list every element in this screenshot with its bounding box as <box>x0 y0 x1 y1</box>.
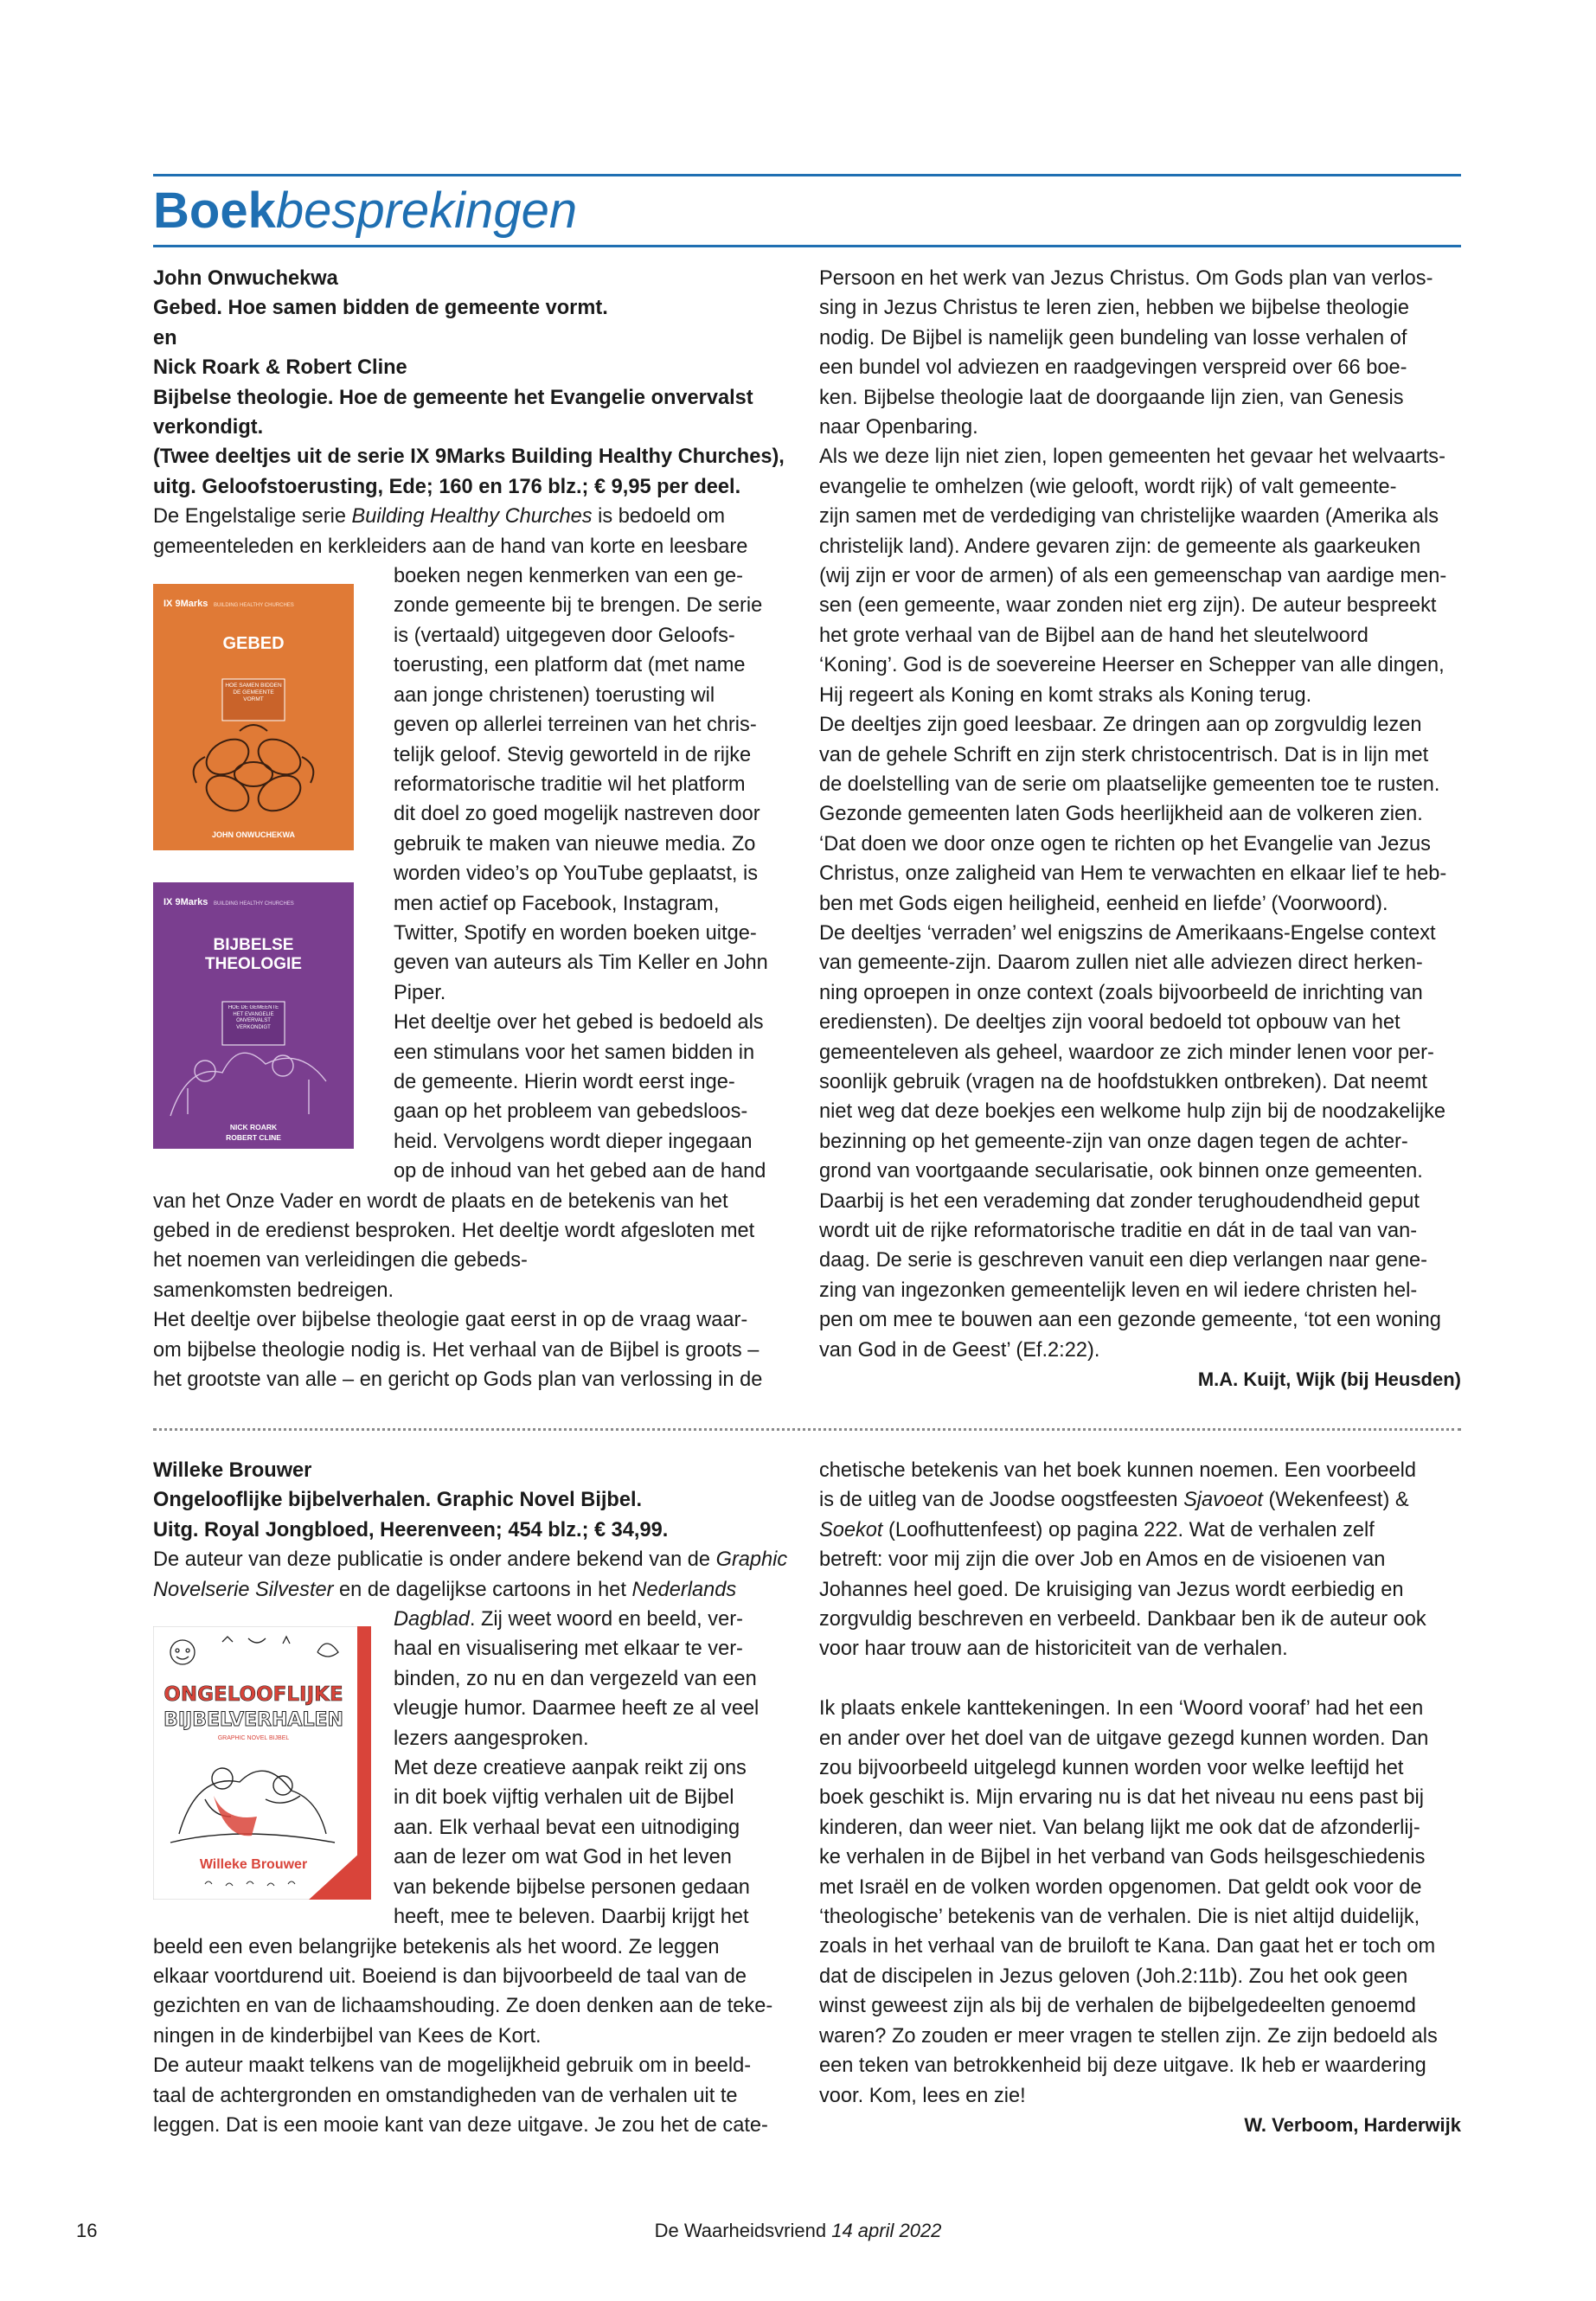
review1-right-line: nodig. De Bijbel is namelijk geen bundeling van losse verhalen of <box>819 326 1407 349</box>
review2-right-line: chetische betekenis van het boek kunnen noemen. Een voorbeeld <box>819 1459 1416 1482</box>
review1-wrap-line: worden video’s op YouTube geplaatst, is <box>394 862 759 886</box>
review1-right-line: De deeltjes zijn goed leesbaar. Ze dringen aan op zorgvuldig lezen <box>819 714 1422 737</box>
svg-text:ROBERT CLINE: ROBERT CLINE <box>226 1133 281 1142</box>
review1-full-line: van het Onze Vader en wordt de plaats en de betekenis van het <box>153 1189 728 1213</box>
review2-right-line: betreft: voor mij zijn die over Job en Amos en de visioenen van <box>819 1548 1386 1572</box>
book-cover-gebed: IX 9Marks BUILDING HEALTHY CHURCHES GEBED HOE SAMEN BIDDEN DE GEMEENTE VORMT JOHN ONWUCHEKWA <box>153 584 354 850</box>
review1-wrap-line: gaan op het probleem van gebedsloos- <box>394 1100 748 1124</box>
review1-right-line: gemeenteleven als geheel, waardoor ze zich minder lenen voor per- <box>819 1041 1434 1064</box>
review1-right-line: niet weg dat deze boekjes een welkome hulp zijn bij de noodzakelijke <box>819 1100 1445 1124</box>
review2-right-line: ‘theologische’ betekenis van de verhalen. Die is niet altijd duidelijk, <box>819 1906 1420 1929</box>
review1-wrap-line: de gemeente. Hierin wordt eerst inge- <box>394 1070 735 1093</box>
review2-wrap-line: Met deze creatieve aanpak reikt zij ons <box>394 1757 747 1780</box>
review2-full-line: taal de achtergronden en omstandigheden van de verhalen uit te <box>153 2084 738 2107</box>
review2-right-line: voor. Kom, lees en zie! <box>819 2084 1026 2107</box>
svg-text:BUILDING HEALTHY CHURCHES: BUILDING HEALTHY CHURCHES <box>214 901 294 907</box>
review2-right-line: zorgvuldig beschreven en verbeeld. Dankbaar ben ik de auteur ook <box>819 1608 1426 1631</box>
review2-right-line: Ik plaats enkele kanttekeningen. In een ‘Woord vooraf’ had het een <box>819 1697 1424 1721</box>
review1-right-line: ‘Koning’. God is de soevereine Heerser en Schepper van alle dingen, <box>819 654 1445 677</box>
review2-right-line: Johannes heel goed. De kruisiging van Jezus wordt eerbiedig en <box>819 1578 1404 1601</box>
review1-and: en <box>153 326 177 349</box>
review1-right-line: zing van ingezonken gemeentelijk leven en wil iedere christen hel- <box>819 1279 1418 1302</box>
review2-full-line: De auteur maakt telkens van de mogelijkheid gebruik om in beeld- <box>153 2054 752 2078</box>
magazine-footer: De Waarheidsvriend 14 april 2022 <box>654 2220 942 2241</box>
review1-right-line: de doelstelling van de serie om plaatselijke gemeenten toe te rusten. <box>819 772 1440 796</box>
book-cover-bijbelse-theologie: IX 9Marks BUILDING HEALTHY CHURCHES BIJBELSE THEOLOGIE HOE DE GEMEENTE HET EVANGELIE ONVERVALST VERKONDIGT NICK ROARK ROBERT CLINE <box>153 882 354 1149</box>
review1-right-line: sing in Jezus Christus te leren zien, hebben we bijbelse theologie <box>819 297 1410 320</box>
review1-wrap-line: op de inhoud van het gebed aan de hand <box>394 1160 766 1183</box>
review1-title2b: verkondigt. <box>153 416 264 439</box>
review1-series1: (Twee deeltjes uit de serie IX 9Marks Building Healthy Churches), <box>153 445 785 469</box>
review2-right-line: ke verhalen in de Bijbel in het verband van Gods heilsgeschiedenis <box>819 1846 1426 1869</box>
review1-right-line: van de gehele Schrift en zijn sterk christocentrisch. Dat is in lijn met <box>819 743 1429 766</box>
review1-full-line: gebed in de eredienst besproken. Het deeltje wordt afgesloten met <box>153 1220 755 1242</box>
review1-wrap-line: Piper. <box>394 981 446 1004</box>
review2-wrap-first: Dagblad. Zij weet woord en beeld, ver- <box>394 1608 743 1631</box>
review1-right-line: sen (een gemeente, waar zonden niet erg zijn). De auteur bespreekt <box>819 594 1437 618</box>
paragraph-gap <box>819 1664 1461 1694</box>
review1-wrap-line: Het deeltje over het gebed is bedoeld als <box>394 1011 764 1035</box>
svg-text:NICK ROARK: NICK ROARK <box>229 1123 278 1131</box>
review1-wrap-line: toerusting, een platform dat (met name <box>394 654 746 677</box>
svg-text:BIJBELSE: BIJBELSE <box>213 936 294 954</box>
review2-right-line: en ander over het doel van de uitgave gezegd kunnen worden. Dan <box>819 1727 1429 1750</box>
review1-wrap-line: men actief op Facebook, Instagram, <box>394 892 720 915</box>
review1-right-line: ken. Bijbelse theologie laat de doorgaande lijn zien, van Genesis <box>819 386 1404 409</box>
review1-right-line: daag. De serie is geschreven vanuit een diep verlangen naar gene- <box>819 1249 1428 1272</box>
review2-wrap-line: haal en visualisering met elkaar te ver- <box>394 1638 743 1661</box>
review2-title: Ongelooflijke bijbelverhalen. Graphic Novel Bijbel. <box>153 1489 643 1512</box>
review2-intro1: De auteur van deze publicatie is onder andere bekend van de Graphic <box>153 1548 788 1572</box>
review1-right-line: ‘Dat doen we door onze ogen te richten op het Evangelie van Jezus <box>819 832 1431 856</box>
review1-right-line: christelijk land). Andere gevaren zijn: de gemeente als gaarkeuken <box>819 535 1421 558</box>
review1-right-line: wordt uit de rijke reformatorische traditie en dát in de taal van van- <box>819 1220 1418 1242</box>
review1-right-line: erediensten). De deeltjes zijn vooral bedoeld tot opbouw van het <box>819 1011 1401 1035</box>
review1-title2a: Bijbelse theologie. Hoe de gemeente het Evangelie onvervalst <box>153 386 753 409</box>
review2-author: Willeke Brouwer <box>153 1459 312 1482</box>
review1-wrap-line: heid. Vervolgens wordt dieper ingegaan <box>394 1130 753 1153</box>
review2-wrap-line: binden, zo nu en dan vergezeld van een <box>394 1667 757 1690</box>
review2-right-line: zou bijvoorbeeld uitgelegd kunnen worden voor welke leeftijd het <box>819 1757 1404 1780</box>
review1-wrap-line: geven op allerlei terreinen van het chris- <box>394 714 757 737</box>
review1-right-line: het grote verhaal van de Bijbel aan de hand het sleutelwoord <box>819 624 1368 647</box>
book-cover-ongelooflijke-bijbelverhalen <box>153 1626 371 1900</box>
review1-intro1: De Engelstalige serie Building Healthy Churches is bedoeld om <box>153 505 726 529</box>
review1-right-line: Persoon en het werk van Jezus Christus. Om Gods plan van verlos- <box>819 267 1433 290</box>
review1-right-line: een bundel vol adviezen en raadgevingen verspreid over 66 boe- <box>819 356 1407 380</box>
review2-intro2: Novelserie Silvester en de dagelijkse cartoons in het Nederlands <box>153 1578 737 1601</box>
review2-right-column <box>819 1456 1461 2140</box>
review1-right-line: naar Openbaring. <box>819 416 978 439</box>
svg-text:THEOLOGIE: THEOLOGIE <box>205 955 302 973</box>
review1-right-line: ben met Gods eigen heiligheid, eenheid en liefde’ (Voorwoord). <box>819 892 1388 915</box>
review2-right-line: winst geweest zijn als bij de verhalen de bijbelgedeelten genoemd <box>819 1995 1416 2018</box>
review1-right-line: Als we deze lijn niet zien, lopen gemeenten het gevaar het welvaarts- <box>819 445 1445 469</box>
review1-wrap-line: gebruik te maken van nieuwe media. Zo <box>394 832 756 856</box>
review1-full-line: samenkomsten bedreigen. <box>153 1279 394 1302</box>
page-number: 16 <box>76 2220 98 2241</box>
review2-wrap-line: lezers aangesproken. <box>394 1727 589 1750</box>
review2-right-line: voor haar trouw aan de historiciteit van de verhalen. <box>819 1638 1288 1661</box>
review2-full-line: leggen. Dat is een mooie kant van deze uitgave. Je zou het de cate- <box>153 2113 768 2137</box>
review1-wrap-line: zonde gemeente bij te brengen. De serie <box>394 594 763 618</box>
review2-wrap-line: vleugje humor. Daarmee heeft ze al veel <box>394 1697 760 1721</box>
review1-right-line: evangelie te omhelzen (wie gelooft, wordt rijk) of valt gemeente- <box>819 475 1397 498</box>
review1-author1: John Onwuchekwa <box>153 267 338 290</box>
review2-publisher: Uitg. Royal Jongbloed, Heerenveen; 454 blz.; € 34,99. <box>153 1518 669 1541</box>
review1-signature: M.A. Kuijt, Wijk (bij Heusden) <box>1197 1368 1461 1391</box>
review1-right-line: Hij regeert als Koning en komt straks als Koning terug. <box>819 683 1312 707</box>
review1-full-line: Het deeltje over bijbelse theologie gaat eerst in op de vraag waar- <box>153 1309 748 1332</box>
review1-right-line: grond van voortgaande secularisatie, ook binnen onze gemeenten. <box>819 1160 1423 1183</box>
review2-wrap-line: aan. Elk verhaal bevat een uitnodiging <box>394 1816 740 1839</box>
review1-right-line: soonlijk gebruik (vragen na de hoofdstukken ontbreken). Dat neemt <box>819 1070 1427 1093</box>
top-rule <box>153 174 1461 176</box>
review1-wrap-line: boeken negen kenmerken van een ge- <box>394 565 744 588</box>
svg-text:IX 9Marks: IX 9Marks <box>163 897 208 907</box>
review2-full-line: elkaar voortdurend uit. Boeiend is dan bijvoorbeeld de taal van de <box>153 1965 747 1988</box>
review2-right-line: een teken van betrokkenheid bij deze uitgave. Ik heb er waardering <box>819 2054 1426 2078</box>
review1-full-line: het grootste van alle – en gericht op Gods plan van verlossing in de <box>153 1368 763 1392</box>
review1-right-line: (wij zijn er voor de armen) of als een gemeenschap van aardige men- <box>819 565 1447 588</box>
review2-right-line: waren? Zo zouden er meer vragen te stellen zijn. Ze zijn bedoeld als <box>819 2024 1438 2048</box>
review1-wrap-line: dit doel zo goed mogelijk nastreven door <box>394 803 760 826</box>
review1-right-line: Daarbij is het een verademing dat zonder terughoudendheid geput <box>819 1189 1420 1213</box>
review1-series2: uitg. Geloofstoerusting, Ede; 160 en 176 blz.; € 9,95 per deel. <box>153 475 741 498</box>
svg-text:ONGELOOFLIJKE: ONGELOOFLIJKE <box>163 1683 343 1706</box>
review2-right-line: Soekot (Loofhuttenfeest) op pagina 222. Wat de verhalen zelf <box>819 1518 1375 1541</box>
review1-right-line: Gezonde gemeenten laten Gods heerlijkheid aan de volkeren zien. <box>819 803 1423 826</box>
review1-right-line: bezinning op het gemeente-zijn van onze dagen tegen de achter- <box>819 1130 1408 1153</box>
review1-right-column <box>819 264 1461 1394</box>
review2-wrap-line: in dit boek vijftig verhalen uit de Bijbel <box>394 1786 734 1810</box>
review1-full-line: het noemen van verleidingen die gebeds- <box>153 1249 528 1272</box>
review2-right-line: kinderen, dan weer niet. Van belang lijkt me ook dat de afzonderlij- <box>819 1816 1420 1839</box>
review1-right-line: ning oproepen in onze context (zoals bijvoorbeeld de inrichting van <box>819 981 1423 1004</box>
review1-wrap-line: is (vertaald) uitgegeven door Geloofs- <box>394 624 735 647</box>
review1-title1: Gebed. Hoe samen bidden de gemeente vormt. <box>153 297 608 320</box>
review1-intro2: gemeenteleden en kerkleiders aan de hand van korte en leesbare <box>153 535 748 558</box>
svg-text:GEBED: GEBED <box>222 634 285 653</box>
review2-right-line: boek geschikt is. Mijn ervaring nu is dat het niveau nu eens past bij <box>819 1786 1425 1810</box>
review1-wrap-line: telijk geloof. Stevig geworteld in de rijke <box>394 743 752 766</box>
svg-text:BIJBELVERHALEN: BIJBELVERHALEN <box>163 1709 343 1731</box>
review2-right-line: zoals in het verhaal van de bruiloft te Kana. Dan gaat het er toch om <box>819 1935 1436 1958</box>
review1-full-line: om bijbelse theologie nodig is. Het verhaal van de Bijbel is groots – <box>153 1338 760 1362</box>
review1-wrap-line: reformatorische traditie wil het platform <box>394 772 746 796</box>
review1-wrap-line: Twitter, Spotify en worden boeken uitge- <box>394 921 757 945</box>
section-title: Boekbesprekingen <box>153 183 578 239</box>
review1-right-line: Christus, onze zaligheid van Hem te verwachten en elkaar lief te heb- <box>819 862 1447 886</box>
review1-right-line: van God in de Geest’ (Ef.2:22). <box>819 1338 1100 1362</box>
review2-wrap-line: van bekende bijbelse personen gedaan <box>394 1875 750 1899</box>
review1-wrap-line: een stimulans voor het samen bidden in <box>394 1041 755 1064</box>
review1-wrap-line: geven van auteurs als Tim Keller en John <box>394 952 768 975</box>
review1-right-line: De deeltjes ‘verraden’ wel enigszins de Amerikaans-Engelse context <box>819 921 1436 945</box>
svg-text:IX 9Marks: IX 9Marks <box>163 599 208 609</box>
review1-author2: Nick Roark & Robert Cline <box>153 356 407 380</box>
title-underline <box>153 245 1461 247</box>
review2-right-line: is de uitleg van de Joodse oogstfeesten Sjavoeot (Wekenfeest) & <box>819 1489 1409 1512</box>
review1-wrap-line: aan jonge christenen) toerusting wil <box>394 683 715 707</box>
review2-wrap-line: aan de lezer om wat God in het leven <box>394 1846 732 1869</box>
svg-text:Willeke Brouwer: Willeke Brouwer <box>199 1857 308 1872</box>
review2-right-line: dat de discipelen in Jezus geloven (Joh.2:11b). Zou het ook geen <box>819 1965 1408 1988</box>
review2-full-line: gezichten en van de lichaamshouding. Ze doen denken aan de teke- <box>153 1995 773 2018</box>
review2-signature: W. Verboom, Harderwijk <box>1244 2113 1461 2136</box>
svg-text:BUILDING HEALTHY CHURCHES: BUILDING HEALTHY CHURCHES <box>214 603 294 608</box>
review2-right-line: met Israël en de volken worden opgenomen. Dat geldt ook voor de <box>819 1875 1422 1899</box>
review1-right-line: pen om mee te bouwen aan een gezonde gemeente, ‘tot een woning <box>819 1309 1441 1332</box>
review2-full-line: beeld een even belangrijke betekenis als het woord. Ze leggen <box>153 1935 720 1958</box>
section-divider <box>153 1428 1461 1431</box>
svg-text:GRAPHIC NOVEL BIJBEL: GRAPHIC NOVEL BIJBEL <box>217 1735 290 1741</box>
svg-text:JOHN ONWUCHEKWA: JOHN ONWUCHEKWA <box>212 830 295 839</box>
review2-wrap-line: heeft, mee te beleven. Daarbij krijgt het <box>394 1906 749 1929</box>
review1-right-line: zijn samen met de verdediging van christelijke waarden (Amerika als <box>819 505 1439 529</box>
review2-full-line: ningen in de kinderbijbel van Kees de Kort. <box>153 2024 542 2048</box>
review1-right-line: van gemeente-zijn. Daarom zullen niet alle adviezen direct herken- <box>819 952 1423 975</box>
